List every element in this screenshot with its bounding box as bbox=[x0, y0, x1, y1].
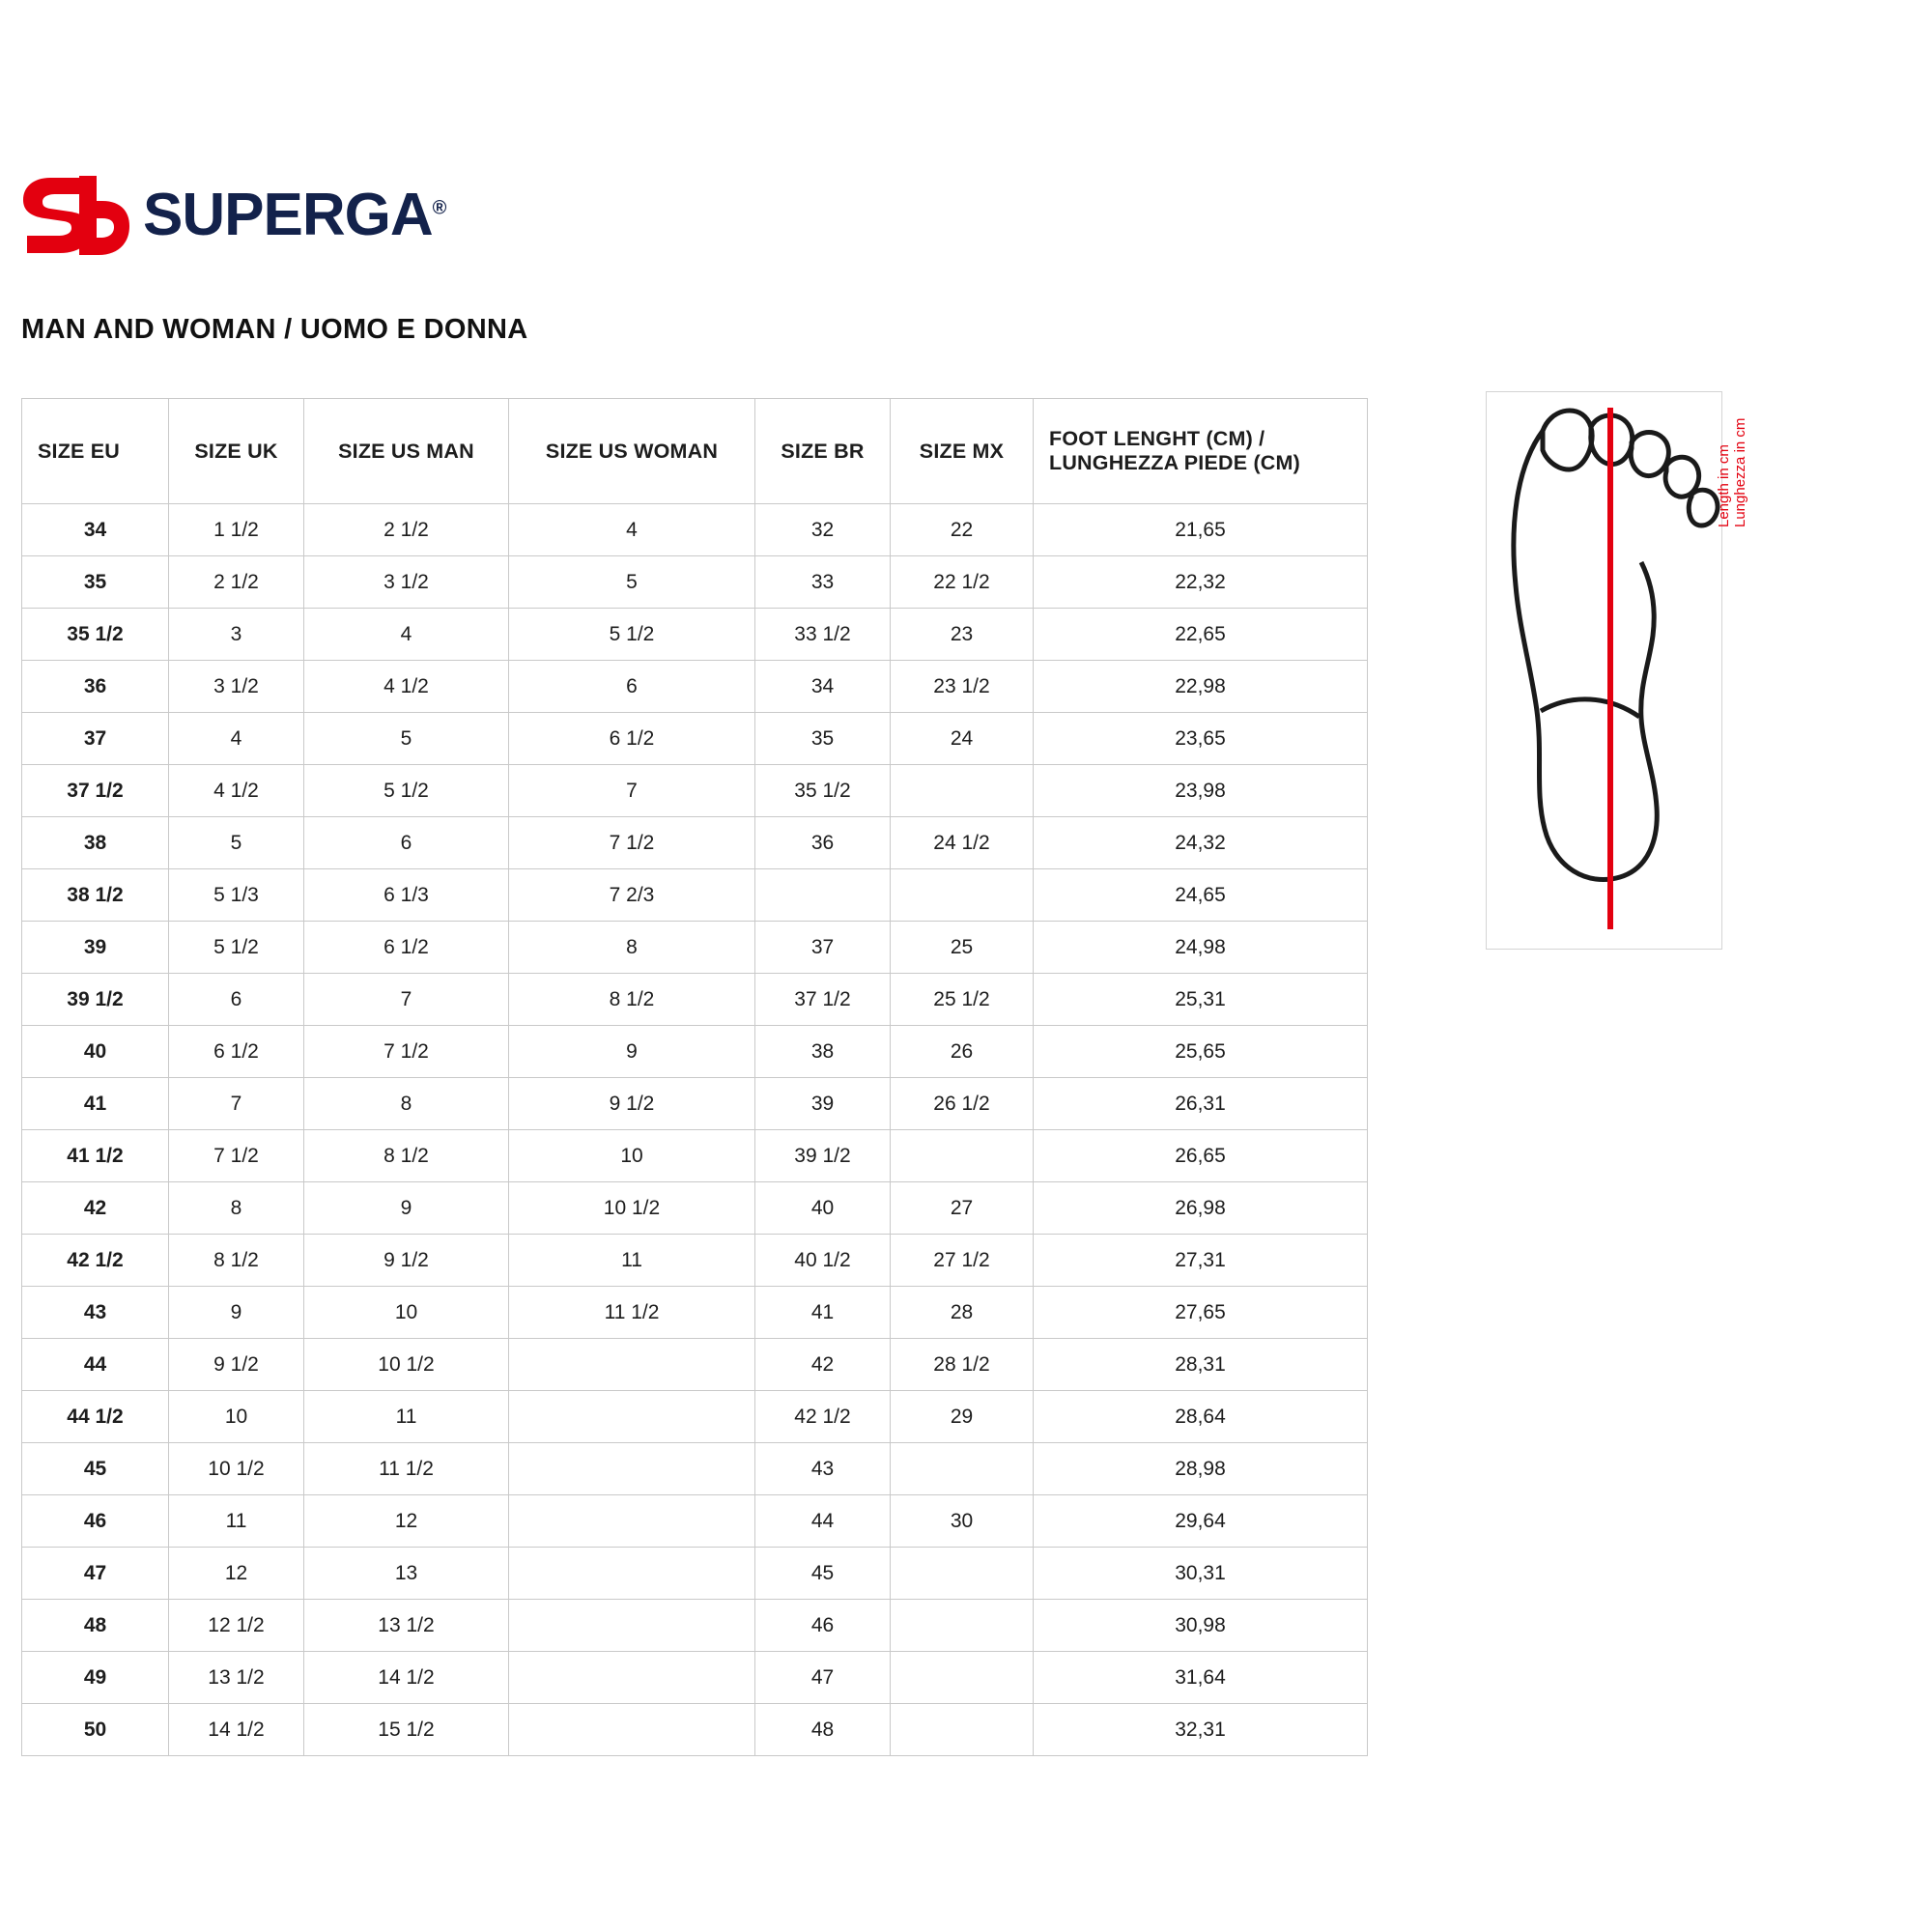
cell-foot-length: 24,65 bbox=[1034, 869, 1368, 922]
cell-uk: 10 1/2 bbox=[169, 1443, 304, 1495]
cell-us-man: 6 1/2 bbox=[304, 922, 509, 974]
cell-foot-length: 24,32 bbox=[1034, 817, 1368, 869]
cell-br: 45 bbox=[755, 1548, 891, 1600]
cell-uk: 2 1/2 bbox=[169, 556, 304, 609]
cell-eu: 35 1/2 bbox=[22, 609, 169, 661]
column-header-size-uk: SIZE UK bbox=[169, 399, 304, 504]
measure-label-it: Lunghezza in cm bbox=[1732, 417, 1748, 527]
table-row bbox=[22, 1130, 1368, 1182]
cell-uk: 14 1/2 bbox=[169, 1704, 304, 1756]
cell-mx: 25 bbox=[891, 922, 1034, 974]
cell-us-woman bbox=[509, 1495, 755, 1548]
table-row bbox=[22, 1548, 1368, 1600]
cell-eu: 39 bbox=[22, 922, 169, 974]
table-row bbox=[22, 922, 1368, 974]
cell-foot-length: 28,98 bbox=[1034, 1443, 1368, 1495]
cell-us-woman: 5 bbox=[509, 556, 755, 609]
cell-us-man: 7 bbox=[304, 974, 509, 1026]
cell-mx bbox=[891, 1130, 1034, 1182]
table-row bbox=[22, 765, 1368, 817]
table-row bbox=[22, 1495, 1368, 1548]
cell-eu: 44 bbox=[22, 1339, 169, 1391]
cell-br: 42 bbox=[755, 1339, 891, 1391]
cell-br: 48 bbox=[755, 1704, 891, 1756]
cell-eu: 37 bbox=[22, 713, 169, 765]
cell-uk: 9 1/2 bbox=[169, 1339, 304, 1391]
cell-foot-length: 25,31 bbox=[1034, 974, 1368, 1026]
cell-us-man: 13 1/2 bbox=[304, 1600, 509, 1652]
cell-eu: 37 1/2 bbox=[22, 765, 169, 817]
cell-foot-length: 27,65 bbox=[1034, 1287, 1368, 1339]
cell-us-man: 5 bbox=[304, 713, 509, 765]
table-row bbox=[22, 1026, 1368, 1078]
cell-eu: 42 1/2 bbox=[22, 1235, 169, 1287]
cell-mx: 26 1/2 bbox=[891, 1078, 1034, 1130]
table-row bbox=[22, 1287, 1368, 1339]
table-row bbox=[22, 1652, 1368, 1704]
cell-us-woman: 11 bbox=[509, 1235, 755, 1287]
cell-eu: 42 bbox=[22, 1182, 169, 1235]
cell-foot-length: 29,64 bbox=[1034, 1495, 1368, 1548]
cell-us-man: 7 1/2 bbox=[304, 1026, 509, 1078]
cell-us-man: 14 1/2 bbox=[304, 1652, 509, 1704]
cell-foot-length: 22,65 bbox=[1034, 609, 1368, 661]
cell-br: 47 bbox=[755, 1652, 891, 1704]
column-header-foot-length: FOOT LENGHT (CM) / LUNGHEZZA PIEDE (CM) bbox=[1034, 399, 1368, 504]
cell-us-man: 2 1/2 bbox=[304, 504, 509, 556]
cell-foot-length: 25,65 bbox=[1034, 1026, 1368, 1078]
cell-us-woman bbox=[509, 1339, 755, 1391]
cell-mx: 23 1/2 bbox=[891, 661, 1034, 713]
cell-eu: 43 bbox=[22, 1287, 169, 1339]
cell-mx: 27 1/2 bbox=[891, 1235, 1034, 1287]
cell-uk: 12 bbox=[169, 1548, 304, 1600]
cell-eu: 47 bbox=[22, 1548, 169, 1600]
cell-br: 40 1/2 bbox=[755, 1235, 891, 1287]
cell-br: 35 bbox=[755, 713, 891, 765]
brand-logo bbox=[21, 176, 445, 255]
cell-mx: 24 bbox=[891, 713, 1034, 765]
table-row bbox=[22, 713, 1368, 765]
cell-us-man: 10 bbox=[304, 1287, 509, 1339]
cell-eu: 35 bbox=[22, 556, 169, 609]
size-conversion-table bbox=[21, 398, 1368, 1756]
cell-foot-length: 26,98 bbox=[1034, 1182, 1368, 1235]
cell-br bbox=[755, 869, 891, 922]
cell-eu: 41 1/2 bbox=[22, 1130, 169, 1182]
cell-us-woman: 11 1/2 bbox=[509, 1287, 755, 1339]
table-row bbox=[22, 661, 1368, 713]
cell-foot-length: 27,31 bbox=[1034, 1235, 1368, 1287]
table-row bbox=[22, 1235, 1368, 1287]
cell-us-man: 9 1/2 bbox=[304, 1235, 509, 1287]
cell-mx bbox=[891, 1652, 1034, 1704]
cell-uk: 4 bbox=[169, 713, 304, 765]
cell-us-woman bbox=[509, 1548, 755, 1600]
cell-uk: 8 1/2 bbox=[169, 1235, 304, 1287]
cell-us-woman bbox=[509, 1600, 755, 1652]
cell-foot-length: 30,98 bbox=[1034, 1600, 1368, 1652]
cell-us-woman bbox=[509, 1652, 755, 1704]
table-row bbox=[22, 1704, 1368, 1756]
cell-us-man: 5 1/2 bbox=[304, 765, 509, 817]
cell-mx bbox=[891, 1443, 1034, 1495]
cell-eu: 38 bbox=[22, 817, 169, 869]
cell-us-man: 4 bbox=[304, 609, 509, 661]
cell-eu: 36 bbox=[22, 661, 169, 713]
cell-br: 38 bbox=[755, 1026, 891, 1078]
cell-uk: 7 bbox=[169, 1078, 304, 1130]
cell-eu: 34 bbox=[22, 504, 169, 556]
cell-br: 37 1/2 bbox=[755, 974, 891, 1026]
cell-mx: 22 bbox=[891, 504, 1034, 556]
table-row bbox=[22, 1391, 1368, 1443]
cell-br: 44 bbox=[755, 1495, 891, 1548]
column-header-size-us-woman: SIZE US WOMAN bbox=[509, 399, 755, 504]
size-table-container bbox=[21, 398, 1367, 1756]
column-header-size-eu: SIZE EU bbox=[22, 399, 169, 504]
cell-us-woman: 7 2/3 bbox=[509, 869, 755, 922]
cell-br: 33 1/2 bbox=[755, 609, 891, 661]
table-row bbox=[22, 1339, 1368, 1391]
cell-eu: 38 1/2 bbox=[22, 869, 169, 922]
cell-us-woman: 9 bbox=[509, 1026, 755, 1078]
cell-us-woman: 6 bbox=[509, 661, 755, 713]
table-header bbox=[22, 399, 1368, 504]
cell-uk: 10 bbox=[169, 1391, 304, 1443]
table-row bbox=[22, 869, 1368, 922]
cell-uk: 1 1/2 bbox=[169, 504, 304, 556]
cell-foot-length: 26,65 bbox=[1034, 1130, 1368, 1182]
cell-us-man: 10 1/2 bbox=[304, 1339, 509, 1391]
cell-us-woman: 10 1/2 bbox=[509, 1182, 755, 1235]
table-row bbox=[22, 609, 1368, 661]
cell-us-man: 6 bbox=[304, 817, 509, 869]
cell-br: 43 bbox=[755, 1443, 891, 1495]
cell-us-man: 4 1/2 bbox=[304, 661, 509, 713]
table-row bbox=[22, 1182, 1368, 1235]
cell-br: 37 bbox=[755, 922, 891, 974]
cell-br: 33 bbox=[755, 556, 891, 609]
cell-mx bbox=[891, 1600, 1034, 1652]
cell-us-woman: 7 bbox=[509, 765, 755, 817]
cell-mx: 30 bbox=[891, 1495, 1034, 1548]
cell-mx: 27 bbox=[891, 1182, 1034, 1235]
page-title: MAN AND WOMAN / UOMO E DONNA bbox=[21, 314, 528, 345]
cell-foot-length: 31,64 bbox=[1034, 1652, 1368, 1704]
table-row bbox=[22, 1600, 1368, 1652]
cell-foot-length: 22,98 bbox=[1034, 661, 1368, 713]
table-body bbox=[22, 504, 1368, 1756]
cell-foot-length: 30,31 bbox=[1034, 1548, 1368, 1600]
measure-label-en: Length in cm bbox=[1716, 444, 1732, 527]
cell-foot-length: 23,98 bbox=[1034, 765, 1368, 817]
measure-label bbox=[1716, 402, 1748, 527]
cell-us-man: 9 bbox=[304, 1182, 509, 1235]
cell-uk: 9 bbox=[169, 1287, 304, 1339]
cell-foot-length: 21,65 bbox=[1034, 504, 1368, 556]
table-row bbox=[22, 1443, 1368, 1495]
cell-uk: 8 bbox=[169, 1182, 304, 1235]
cell-br: 42 1/2 bbox=[755, 1391, 891, 1443]
cell-uk: 12 1/2 bbox=[169, 1600, 304, 1652]
cell-mx: 25 1/2 bbox=[891, 974, 1034, 1026]
cell-uk: 5 bbox=[169, 817, 304, 869]
cell-br: 35 1/2 bbox=[755, 765, 891, 817]
cell-us-woman bbox=[509, 1391, 755, 1443]
cell-uk: 13 1/2 bbox=[169, 1652, 304, 1704]
cell-us-man: 11 bbox=[304, 1391, 509, 1443]
cell-uk: 11 bbox=[169, 1495, 304, 1548]
cell-us-woman bbox=[509, 1704, 755, 1756]
cell-us-man: 8 bbox=[304, 1078, 509, 1130]
foot-sole-outline-icon bbox=[1487, 392, 1721, 949]
cell-uk: 5 1/2 bbox=[169, 922, 304, 974]
cell-foot-length: 28,31 bbox=[1034, 1339, 1368, 1391]
cell-eu: 49 bbox=[22, 1652, 169, 1704]
cell-mx bbox=[891, 1548, 1034, 1600]
registered-mark: ® bbox=[432, 197, 446, 219]
cell-br: 34 bbox=[755, 661, 891, 713]
cell-mx: 29 bbox=[891, 1391, 1034, 1443]
cell-us-woman: 6 1/2 bbox=[509, 713, 755, 765]
cell-eu: 50 bbox=[22, 1704, 169, 1756]
superga-s-logo-icon bbox=[21, 176, 129, 255]
cell-us-woman: 10 bbox=[509, 1130, 755, 1182]
cell-br: 39 bbox=[755, 1078, 891, 1130]
cell-us-man: 11 1/2 bbox=[304, 1443, 509, 1495]
cell-us-man: 3 1/2 bbox=[304, 556, 509, 609]
cell-us-woman: 4 bbox=[509, 504, 755, 556]
cell-us-woman: 8 bbox=[509, 922, 755, 974]
cell-mx: 23 bbox=[891, 609, 1034, 661]
cell-us-man: 13 bbox=[304, 1548, 509, 1600]
cell-br: 46 bbox=[755, 1600, 891, 1652]
cell-us-man: 6 1/3 bbox=[304, 869, 509, 922]
cell-uk: 5 1/3 bbox=[169, 869, 304, 922]
cell-eu: 44 1/2 bbox=[22, 1391, 169, 1443]
cell-mx bbox=[891, 1704, 1034, 1756]
cell-uk: 4 1/2 bbox=[169, 765, 304, 817]
cell-eu: 40 bbox=[22, 1026, 169, 1078]
cell-us-woman: 5 1/2 bbox=[509, 609, 755, 661]
cell-eu: 41 bbox=[22, 1078, 169, 1130]
cell-foot-length: 26,31 bbox=[1034, 1078, 1368, 1130]
cell-eu: 39 1/2 bbox=[22, 974, 169, 1026]
cell-us-woman: 8 1/2 bbox=[509, 974, 755, 1026]
cell-us-woman: 7 1/2 bbox=[509, 817, 755, 869]
column-header-size-br: SIZE BR bbox=[755, 399, 891, 504]
cell-eu: 48 bbox=[22, 1600, 169, 1652]
cell-us-woman bbox=[509, 1443, 755, 1495]
cell-uk: 6 bbox=[169, 974, 304, 1026]
table-row bbox=[22, 817, 1368, 869]
brand-wordmark bbox=[143, 182, 446, 248]
cell-eu: 45 bbox=[22, 1443, 169, 1495]
cell-foot-length: 28,64 bbox=[1034, 1391, 1368, 1443]
cell-uk: 3 1/2 bbox=[169, 661, 304, 713]
column-header-size-mx: SIZE MX bbox=[891, 399, 1034, 504]
cell-foot-length: 32,31 bbox=[1034, 1704, 1368, 1756]
cell-mx bbox=[891, 869, 1034, 922]
table-row bbox=[22, 556, 1368, 609]
cell-mx: 28 bbox=[891, 1287, 1034, 1339]
cell-br: 39 1/2 bbox=[755, 1130, 891, 1182]
cell-foot-length: 24,98 bbox=[1034, 922, 1368, 974]
table-header-row bbox=[22, 399, 1368, 504]
cell-us-man: 15 1/2 bbox=[304, 1704, 509, 1756]
cell-mx: 26 bbox=[891, 1026, 1034, 1078]
cell-uk: 3 bbox=[169, 609, 304, 661]
cell-us-man: 12 bbox=[304, 1495, 509, 1548]
cell-br: 41 bbox=[755, 1287, 891, 1339]
cell-us-man: 8 1/2 bbox=[304, 1130, 509, 1182]
table-row bbox=[22, 504, 1368, 556]
cell-mx: 24 1/2 bbox=[891, 817, 1034, 869]
cell-br: 32 bbox=[755, 504, 891, 556]
cell-foot-length: 23,65 bbox=[1034, 713, 1368, 765]
cell-mx bbox=[891, 765, 1034, 817]
cell-br: 36 bbox=[755, 817, 891, 869]
cell-us-woman: 9 1/2 bbox=[509, 1078, 755, 1130]
brand-name: SUPERGA bbox=[143, 182, 433, 248]
cell-br: 40 bbox=[755, 1182, 891, 1235]
cell-mx: 22 1/2 bbox=[891, 556, 1034, 609]
cell-uk: 7 1/2 bbox=[169, 1130, 304, 1182]
foot-measure-diagram bbox=[1486, 391, 1748, 950]
cell-mx: 28 1/2 bbox=[891, 1339, 1034, 1391]
cell-foot-length: 22,32 bbox=[1034, 556, 1368, 609]
table-row bbox=[22, 974, 1368, 1026]
table-row bbox=[22, 1078, 1368, 1130]
cell-eu: 46 bbox=[22, 1495, 169, 1548]
cell-uk: 6 1/2 bbox=[169, 1026, 304, 1078]
column-header-size-us-man: SIZE US MAN bbox=[304, 399, 509, 504]
